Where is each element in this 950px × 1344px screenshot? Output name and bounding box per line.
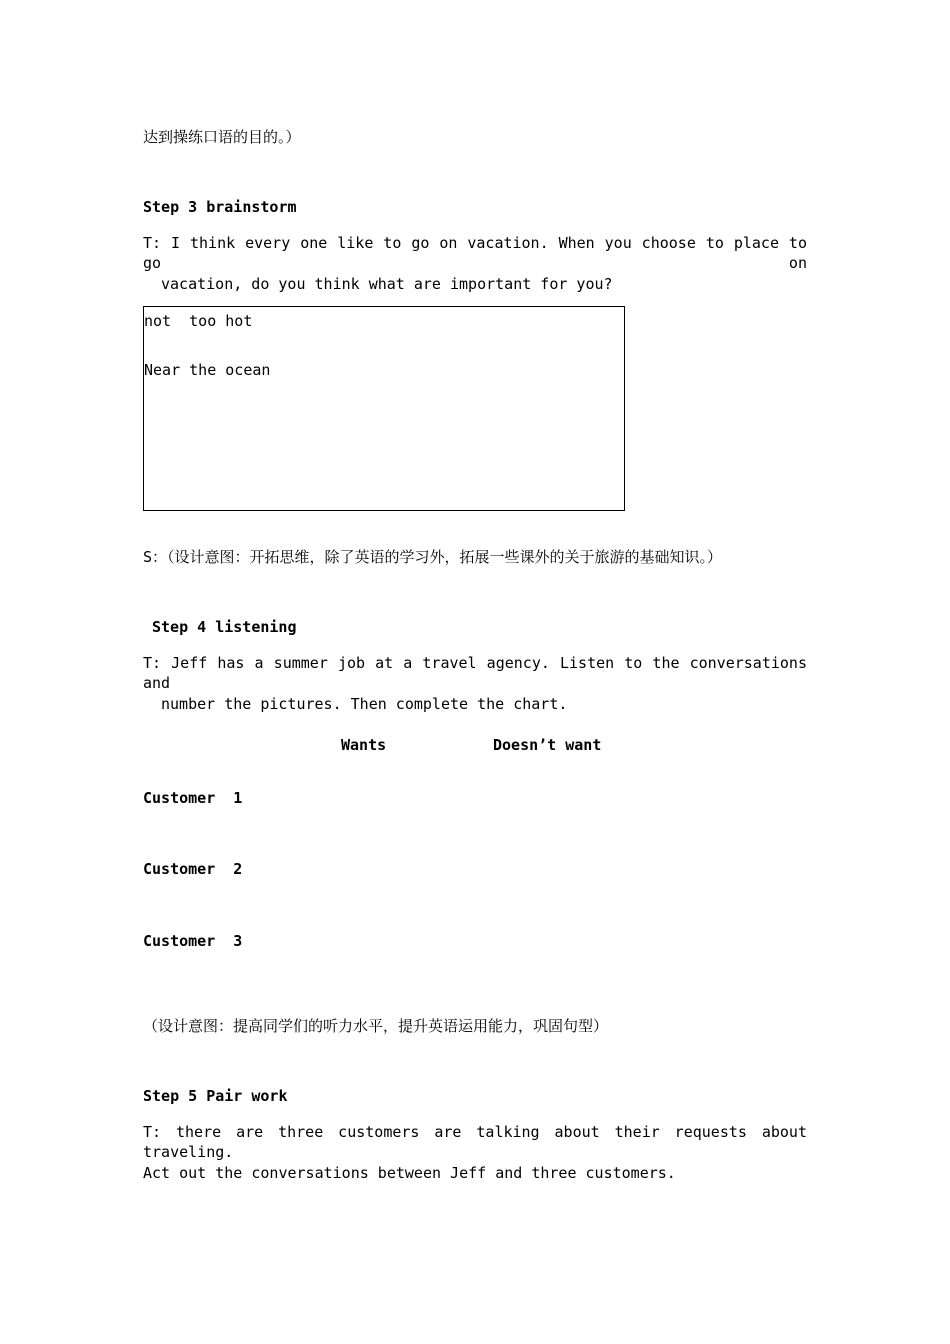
chart-row-customer-1: Customer 1 [143, 789, 243, 807]
brainstorm-box [143, 306, 625, 511]
step5-teacher-line2: Act out the conversations between Jeff and three customers. [143, 1164, 676, 1182]
intro-tail-text: 达到操练口语的目的。） [143, 128, 301, 146]
step5-heading: Step 5 Pair work [143, 1087, 288, 1105]
step4-design-note: （设计意图：提高同学们的听力水平，提升英语运用能力，巩固句型） [143, 1017, 609, 1035]
chart-row-customer-2: Customer 2 [143, 860, 243, 878]
step3-teacher-line2: vacation, do you think what are important for you? [161, 275, 613, 293]
brainstorm-item-1: not too hot [144, 312, 253, 330]
step4-teacher-line1: T: Jeff has a summer job at a travel agency. Listen to the conversations and [143, 654, 807, 692]
step3-heading: Step 3 brainstorm [143, 198, 297, 216]
brainstorm-item-2: Near the ocean [144, 361, 271, 379]
chart-column-doesnt-want: Doesn’t want [493, 736, 602, 754]
step3-student-note: S：（设计意图：开拓思维，除了英语的学习外，拓展一些课外的关于旅游的基础知识。） [143, 548, 723, 566]
step4-teacher-line2: number the pictures. Then complete the chart. [161, 695, 568, 713]
chart-column-wants: Wants [341, 736, 387, 754]
step5-teacher-line1: T: there are three customers are talking about their requests about traveling. [143, 1123, 807, 1161]
step4-heading: Step 4 listening [152, 618, 297, 636]
chart-row-customer-3: Customer 3 [143, 932, 243, 950]
step3-teacher-line1: T: I think every one like to go on vacation. When you choose to place to go on [143, 234, 807, 272]
